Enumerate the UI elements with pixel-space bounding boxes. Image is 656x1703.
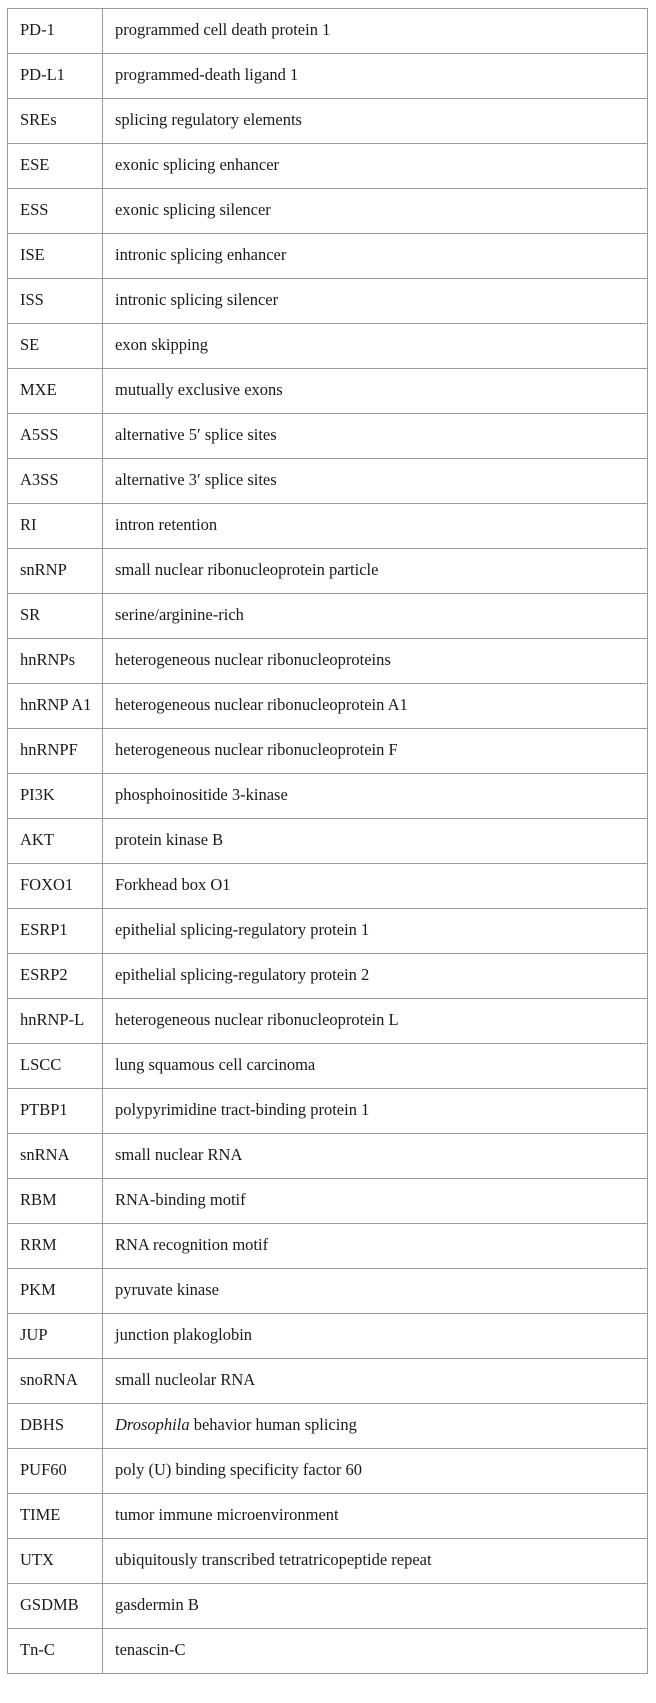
definition-cell: heterogeneous nuclear ribonucleoprotein A1 — [103, 684, 648, 729]
definition-cell: ubiquitously transcribed tetratricopeptide repeat — [103, 1539, 648, 1584]
definition-cell: intronic splicing silencer — [103, 279, 648, 324]
definition-cell: splicing regulatory elements — [103, 99, 648, 144]
definition-cell: pyruvate kinase — [103, 1269, 648, 1314]
definition-cell: RNA-binding motif — [103, 1179, 648, 1224]
table-row — [8, 1089, 648, 1134]
table-row — [8, 9, 648, 54]
table-row — [8, 1494, 648, 1539]
abbreviation-cell: SE — [8, 324, 103, 369]
table-row — [8, 999, 648, 1044]
table-row — [8, 459, 648, 504]
table-row — [8, 954, 648, 999]
definition-cell: epithelial splicing-regulatory protein 1 — [103, 909, 648, 954]
definition-cell: intron retention — [103, 504, 648, 549]
definition-cell: heterogeneous nuclear ribonucleoprotein L — [103, 999, 648, 1044]
abbreviation-cell: RBM — [8, 1179, 103, 1224]
definition-cell: programmed-death ligand 1 — [103, 54, 648, 99]
definition-cell: serine/arginine-rich — [103, 594, 648, 639]
abbreviation-cell: ESS — [8, 189, 103, 234]
definition-cell: epithelial splicing-regulatory protein 2 — [103, 954, 648, 999]
abbreviation-cell: snRNP — [8, 549, 103, 594]
table-row — [8, 414, 648, 459]
table-row — [8, 1179, 648, 1224]
abbreviation-cell: PTBP1 — [8, 1089, 103, 1134]
table-row — [8, 279, 648, 324]
table-row — [8, 54, 648, 99]
definition-cell: heterogeneous nuclear ribonucleoprotein F — [103, 729, 648, 774]
abbreviation-cell: SREs — [8, 99, 103, 144]
definition-cell: junction plakoglobin — [103, 1314, 648, 1359]
definition-cell: alternative 5′ splice sites — [103, 414, 648, 459]
table-row — [8, 1314, 648, 1359]
table-row — [8, 1584, 648, 1629]
abbreviation-cell: Tn-C — [8, 1629, 103, 1674]
definition-cell: Forkhead box O1 — [103, 864, 648, 909]
table-row — [8, 144, 648, 189]
definition-cell: programmed cell death protein 1 — [103, 9, 648, 54]
table-row — [8, 369, 648, 414]
table-row — [8, 1044, 648, 1089]
table-row — [8, 729, 648, 774]
abbreviations-table — [7, 8, 648, 1674]
abbreviation-cell: RI — [8, 504, 103, 549]
table-row — [8, 99, 648, 144]
abbreviation-cell: hnRNP-L — [8, 999, 103, 1044]
table-row — [8, 864, 648, 909]
abbreviation-cell: A5SS — [8, 414, 103, 459]
definition-cell: phosphoinositide 3-kinase — [103, 774, 648, 819]
abbreviation-cell: DBHS — [8, 1404, 103, 1449]
table-row — [8, 1539, 648, 1584]
abbreviation-cell: LSCC — [8, 1044, 103, 1089]
table-row — [8, 1629, 648, 1674]
abbreviation-cell: snoRNA — [8, 1359, 103, 1404]
abbreviation-cell: hnRNPs — [8, 639, 103, 684]
abbreviation-cell: JUP — [8, 1314, 103, 1359]
abbreviation-cell: A3SS — [8, 459, 103, 504]
abbreviations-table-body — [8, 9, 648, 1674]
abbreviation-cell: ISE — [8, 234, 103, 279]
definition-cell: polypyrimidine tract-binding protein 1 — [103, 1089, 648, 1134]
table-row — [8, 684, 648, 729]
definition-cell: gasdermin B — [103, 1584, 648, 1629]
definition-cell: small nuclear RNA — [103, 1134, 648, 1179]
abbreviation-cell: MXE — [8, 369, 103, 414]
abbreviation-cell: GSDMB — [8, 1584, 103, 1629]
abbreviation-cell: PI3K — [8, 774, 103, 819]
table-row — [8, 1449, 648, 1494]
table-row — [8, 1404, 648, 1449]
definition-cell: exonic splicing enhancer — [103, 144, 648, 189]
abbreviation-cell: RRM — [8, 1224, 103, 1269]
definition-cell: mutually exclusive exons — [103, 369, 648, 414]
definition-cell: exonic splicing silencer — [103, 189, 648, 234]
abbreviation-cell: ESE — [8, 144, 103, 189]
table-row — [8, 774, 648, 819]
abbreviation-cell: hnRNP A1 — [8, 684, 103, 729]
abbreviation-cell: PD-1 — [8, 9, 103, 54]
definition-cell: small nuclear ribonucleoprotein particle — [103, 549, 648, 594]
table-row — [8, 1359, 648, 1404]
definition-cell — [103, 1404, 648, 1449]
table-row — [8, 1134, 648, 1179]
definition-cell: small nucleolar RNA — [103, 1359, 648, 1404]
table-row — [8, 189, 648, 234]
table-row — [8, 1269, 648, 1314]
abbreviation-cell: UTX — [8, 1539, 103, 1584]
abbreviation-cell: SR — [8, 594, 103, 639]
definition-cell: RNA recognition motif — [103, 1224, 648, 1269]
abbreviation-cell: TIME — [8, 1494, 103, 1539]
abbreviation-cell: snRNA — [8, 1134, 103, 1179]
definition-cell: heterogeneous nuclear ribonucleoproteins — [103, 639, 648, 684]
definition-italic-text: Drosophila — [115, 1415, 190, 1434]
definition-cell: alternative 3′ splice sites — [103, 459, 648, 504]
table-row — [8, 504, 648, 549]
table-row — [8, 819, 648, 864]
table-row — [8, 909, 648, 954]
definition-cell: lung squamous cell carcinoma — [103, 1044, 648, 1089]
table-row — [8, 549, 648, 594]
abbreviation-cell: AKT — [8, 819, 103, 864]
abbreviation-cell: hnRNPF — [8, 729, 103, 774]
definition-text: behavior human splicing — [189, 1415, 357, 1434]
definition-cell: exon skipping — [103, 324, 648, 369]
definition-cell: tumor immune microenvironment — [103, 1494, 648, 1539]
definition-cell: tenascin-C — [103, 1629, 648, 1674]
definition-cell: protein kinase B — [103, 819, 648, 864]
table-row — [8, 1224, 648, 1269]
abbreviation-cell: PD-L1 — [8, 54, 103, 99]
abbreviation-cell: ESRP2 — [8, 954, 103, 999]
abbreviation-cell: ESRP1 — [8, 909, 103, 954]
table-row — [8, 234, 648, 279]
definition-cell: intronic splicing enhancer — [103, 234, 648, 279]
table-row — [8, 639, 648, 684]
abbreviation-cell: ISS — [8, 279, 103, 324]
abbreviation-cell: PKM — [8, 1269, 103, 1314]
definition-cell: poly (U) binding specificity factor 60 — [103, 1449, 648, 1494]
abbreviation-cell: PUF60 — [8, 1449, 103, 1494]
abbreviation-cell: FOXO1 — [8, 864, 103, 909]
table-row — [8, 594, 648, 639]
table-row — [8, 324, 648, 369]
